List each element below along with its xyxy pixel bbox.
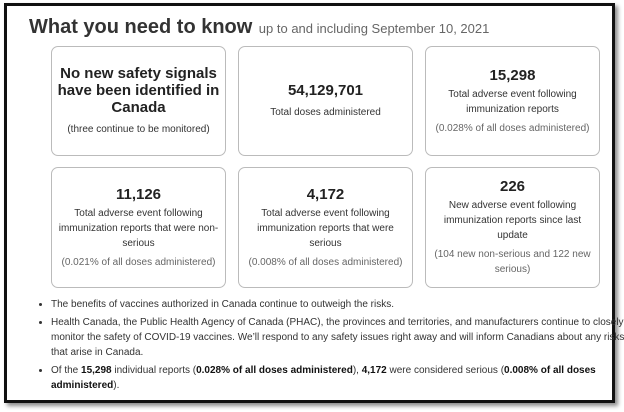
- non-serious-note: (0.021% of all doses administered): [61, 256, 216, 268]
- date-subtitle: up to and including September 10, 2021: [258, 21, 490, 36]
- list-item: [51, 297, 624, 312]
- bullet-stat-serious: 4,172: [361, 365, 387, 376]
- new-reports-value: 226: [499, 178, 526, 195]
- bullet-stat-text: were considered serious (: [386, 365, 505, 376]
- non-serious-label: Total adverse event following immunization reports that were non-serious: [58, 207, 219, 249]
- card-serious: [238, 167, 413, 288]
- new-reports-note: (104 new non-serious and 122 new serious): [434, 249, 591, 275]
- bullet-benefits: The benefits of vaccines authorized in Canada continue to outweigh the risks.: [51, 299, 394, 310]
- bullet-stat-text: individual reports (: [111, 365, 197, 376]
- total-doses-value: 54,129,701: [287, 82, 364, 99]
- bullet-stat-text: Of the: [51, 365, 82, 376]
- list-item: [51, 315, 624, 360]
- card-total-doses: [238, 46, 413, 156]
- total-reports-value: 15,298: [489, 66, 536, 84]
- bullet-monitoring: Health Canada, the Public Health Agency of Canada (PHAC), the provinces and territories, and manufacturers continue to closely monitor the safety of COVID-19 vaccines. We’ll respond to any safety issues right away and will inform Canadians about any risks that arise in Canada.: [51, 317, 624, 358]
- bullet-stat-percent-serious: 0.008% of all doses administered: [51, 365, 596, 391]
- serious-note: (0.008% of all doses administered): [248, 256, 403, 268]
- bullet-stat-percent: 0.028% of all doses administered: [196, 365, 353, 376]
- card-safety-signals: [51, 46, 226, 156]
- bullet-stat-text: ),: [352, 365, 362, 376]
- safety-signals-headline: No new safety signals have been identified in Canada: [57, 65, 220, 116]
- total-reports-label: Total adverse event following immunization reports: [448, 88, 577, 115]
- total-doses-label: Total doses administered: [270, 107, 381, 118]
- total-reports-note: (0.028% of all doses administered): [435, 122, 590, 134]
- card-new-reports: [425, 167, 600, 288]
- bullet-stat-count: 15,298: [81, 365, 112, 376]
- infographic-frame: [4, 3, 624, 403]
- card-non-serious: [51, 167, 226, 288]
- safety-signals-note: (three continue to be monitored): [67, 124, 210, 135]
- new-reports-label: New adverse event following immunization reports since last update: [443, 200, 582, 241]
- list-item: [51, 363, 624, 393]
- page-heading: [29, 16, 489, 39]
- card-total-reports: [425, 46, 600, 156]
- bullet-stat-text: ).: [113, 380, 120, 391]
- key-points-list: [37, 297, 624, 396]
- serious-label: Total adverse event following immunization reports that were serious: [257, 207, 394, 249]
- non-serious-value: 11,126: [115, 185, 162, 203]
- page-title: What you need to know: [29, 16, 253, 38]
- serious-value: 4,172: [306, 185, 345, 203]
